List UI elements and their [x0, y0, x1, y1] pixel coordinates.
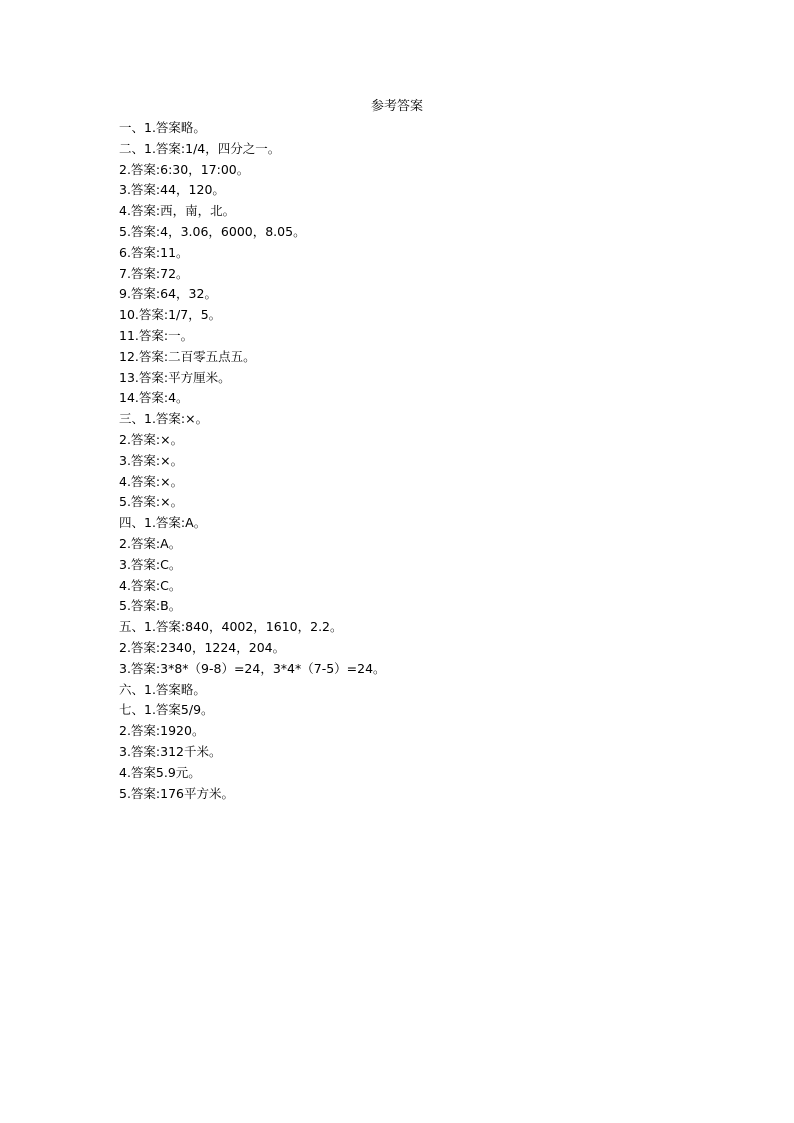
answer-line: 6.答案:11。 — [119, 244, 189, 260]
answer-line: 9.答案:64，32。 — [119, 286, 217, 302]
answer-line: 2.答案:A。 — [119, 535, 182, 551]
answer-line: 3.答案:C。 — [119, 556, 182, 572]
answer-line: 14.答案:4。 — [119, 390, 189, 406]
answer-line: 3.答案:3*8*（9-8）=24，3*4*（7-5）=24。 — [119, 660, 386, 676]
answer-line: 2.答案:2340，1224，204。 — [119, 639, 286, 655]
answer-line: 2.答案:1920。 — [119, 723, 205, 739]
answer-line: 2.答案:×。 — [119, 431, 184, 447]
answer-line: 5.答案:176平方米。 — [119, 785, 234, 801]
answer-line: 4.答案:西，南，北。 — [119, 203, 236, 219]
answer-line: 7.答案:72。 — [119, 265, 189, 281]
answer-line: 13.答案:平方厘米。 — [119, 369, 231, 385]
answer-line: 六、1.答案略。 — [119, 681, 206, 697]
answer-line: 4.答案:×。 — [119, 473, 184, 489]
answer-line: 3.答案:312千米。 — [119, 743, 222, 759]
answer-line: 3.答案:44，120。 — [119, 182, 225, 198]
answer-line: 11.答案:一。 — [119, 327, 194, 343]
answer-line: 10.答案:1/7，5。 — [119, 307, 222, 323]
answer-line: 5.答案:×。 — [119, 494, 184, 510]
answer-list — [119, 118, 386, 804]
answer-line: 12.答案:二百零五点五。 — [119, 348, 256, 364]
answer-line: 一、1.答案略。 — [119, 120, 206, 135]
answer-line: 二、1.答案:1/4，四分之一。 — [119, 140, 281, 156]
answer-line: 七、1.答案5/9。 — [119, 702, 214, 718]
answer-line: 三、1.答案:×。 — [119, 411, 209, 427]
answer-line: 四、1.答案:A。 — [119, 515, 207, 531]
page-title: 参考答案 — [370, 99, 423, 114]
answer-line: 5.答案:B。 — [119, 598, 182, 614]
answer-line: 4.答案5.9元。 — [119, 764, 201, 780]
answer-line: 3.答案:×。 — [119, 452, 184, 468]
answer-line: 2.答案:6:30，17:00。 — [119, 161, 250, 177]
answer-line: 五、1.答案:840，4002，1610，2.2。 — [119, 619, 343, 635]
answer-line: 4.答案:C。 — [119, 577, 182, 593]
answer-line: 5.答案:4，3.06，6000，8.05。 — [119, 223, 306, 239]
